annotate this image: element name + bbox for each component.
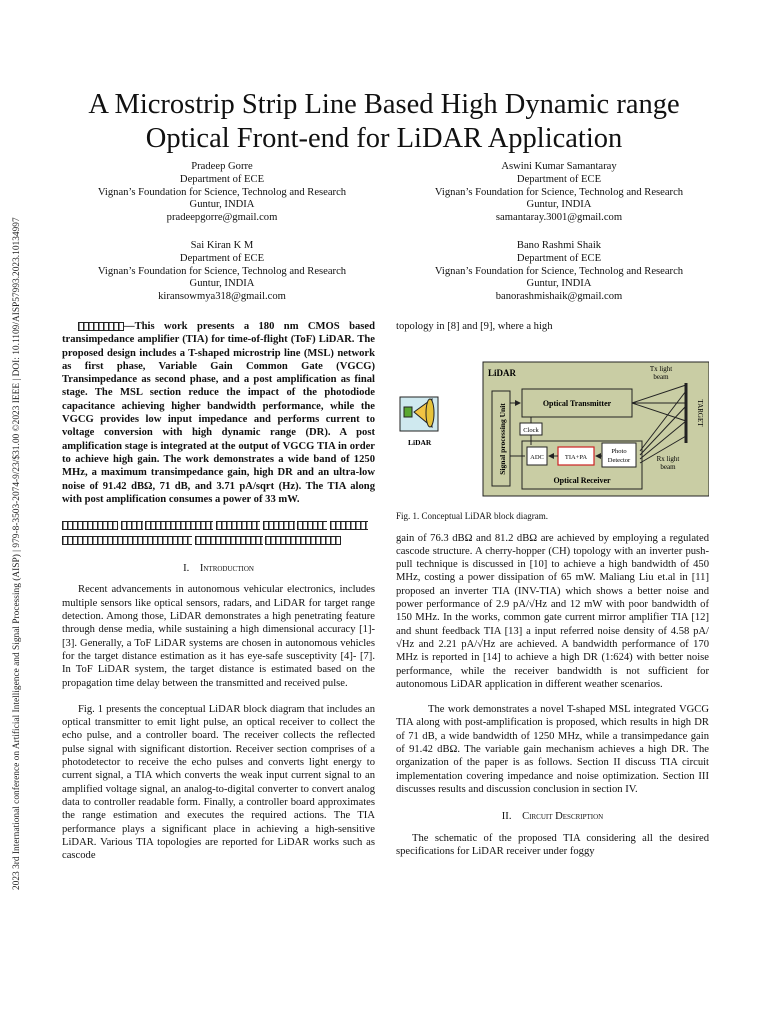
circuit-paragraph-1: The schematic of the proposed TIA considering all the desired specifications for LiDAR receiver under foggy <box>396 832 709 857</box>
intro-paragraph-2: Fig. 1 presents the conceptual LiDAR block diagram that includes an optical transmitter to emit light pulse, an optical receiver to collect the echo pulse, and a controller board. The receiver collects the reflected pulse signal with significant distortion. Receiver section comprises of a photodetector to receive the echo pulses and converts light energy to current signal, a TIA which converts the weak input current signal to an amplified voltage signal, an analog-to-digital converter to convert analog data to controller readable form. Finally, a controller board approximates the range estimation and executes the required actions. The TIA performance plays a significant place in achieving a high-sensitive LiDAR. Various TIA topologies are reported for LiDAR works such as cascode <box>62 703 375 862</box>
author-inst: Vignan’s Foundation for Science, Technolog and Research <box>97 186 347 198</box>
author-block-3 <box>52 240 392 304</box>
author-email[interactable]: banorashmishaik@gmail.com <box>495 291 623 303</box>
lidar-block-diagram <box>396 341 709 506</box>
redacted-abstract-label <box>78 322 124 331</box>
section-heading-2: II. Circuit Description <box>501 811 604 823</box>
abstract-text: —This work presents a 180 nm CMOS based transimpedance amplifier (TIA) for time-of-flight (ToF) LiDAR. The proposed design includes a T-shaped microstrip line (MSL) network as first phase, Variable Gain Common Gate (VGCG) Transimpedance as second phase, and a post amplification as final stage. The MSL section reduce the impact of the photodiode capacitance achieving higher bandwidth performance, while the VGCG provides low input impedance and performs current to voltage conversion with high dynamic range (DR). A post amplification stage is integrated at the output of VGCG TIA in order to achieve high gain. The work demonstrates a wide band of 1250 MHz, a maximum transimpedance gain, high DR and an ultra-low noise of 91.42 dBΩ, 71 dB, and 3.71 pA/sqrt (Hz). The TIA along with post amplification consumes a power of 33 mW. <box>62 321 375 505</box>
author-block-1 <box>52 161 392 225</box>
doi-sidebar-text: 2023 3rd International conference on Artificial Intelligence and Signal Processing (AISP) | 979-8-3503-2074-9/23/$31.00 ©2023 IEEE | DOI: 10.1109/AISP57993.2023.10134997 <box>12 217 22 890</box>
intro-paragraph-1: Recent advancements in autonomous vehicular electronics, includes multiple sensors like optical sensors, radars, and LiDAR for target range detection. Among those, LiDAR demonstrates a high penetrating feature through dense media, while sustaining a high dimensional accuracy [1]-[3]. Generally, a ToF LiDAR systems are chosen in autonomous vehicles for the target distance estimation as it has eye-safe susceptivity [4]- [7]. In ToF LiDAR system, the target distance is estimated based on the propagation time delay between the transmitted and received pulse. <box>62 584 375 689</box>
author-dept: Department of ECE <box>179 252 265 264</box>
figure-1 <box>396 341 709 506</box>
keywords-redacted <box>62 518 375 548</box>
author-dept: Department of ECE <box>179 173 265 185</box>
title-line-1: A Microstrip Strip Line Based High Dynamic range <box>88 89 680 120</box>
author-block-2 <box>389 161 729 225</box>
author-city: Guntur, INDIA <box>189 199 255 211</box>
paper-title <box>40 88 728 156</box>
author-city: Guntur, INDIA <box>189 278 255 290</box>
transmitter-label: Optical Transmitter <box>542 399 612 409</box>
figure-1-caption: Fig. 1. Conceptual LiDAR block diagram. <box>396 511 548 522</box>
target-label: TARGET <box>696 399 704 427</box>
author-name: Aswini Kumar Samantaray <box>501 161 617 172</box>
right-column <box>396 320 709 858</box>
rx-label-2: beam <box>660 463 676 472</box>
rx-label-1: Rx light <box>656 455 680 464</box>
author-name: Pradeep Gorre <box>191 161 253 172</box>
author-email[interactable]: samantaray.3001@gmail.com <box>495 212 623 224</box>
tx-label-2: beam <box>653 373 669 382</box>
author-name: Sai Kiran K M <box>190 240 254 251</box>
photodetector-label-2: Detector <box>607 457 631 465</box>
left-column <box>62 320 375 862</box>
author-dept: Department of ECE <box>516 252 602 264</box>
receiver-label: Optical Receiver <box>553 476 611 486</box>
photodetector-label-1: Photo <box>611 448 627 456</box>
lidar-sensor-icon <box>400 397 438 431</box>
abstract <box>62 320 375 506</box>
right-top-text: topology in [8] and [9], where a high <box>396 321 553 332</box>
author-email[interactable]: kiransowmya318@gmail.com <box>158 291 286 303</box>
author-city: Guntur, INDIA <box>526 199 592 211</box>
author-city: Guntur, INDIA <box>526 278 592 290</box>
tia-label: TIA+PA <box>564 454 588 462</box>
tx-label-1: Tx light <box>649 365 673 374</box>
right-paragraph-1: gain of 76.3 dBΩ and 81.2 dBΩ are achieved by employing a regulated cascode structure. A cherry-hopper (CH) topology with an inverter push-pull technique is discussed in [10] to achieve a high bandwidth of 450 MHz, costing a power dissipation of 65 mW. Maliang Liu et.al in [11] proposed an inverter TIA (INV-TIA) which shows a better noise and power performance of 2.9 pA/√Hz and 12 mW with poor bandwidth of 150 MHz. In the works, common gate current mirror amplifier TIA [12] and shunt feedback TIA [13] a input referred noise density of 4.58 pA/√Hz and 2.21 pA/√Hz are achieved. A bandwidth performance of 170 MHz is reported in [14] to achieve a high DR (1:624) with better noise performance, while the receiver bandwidth is not sufficient for autonomous LiDAR application in different weather scenarios. <box>396 532 709 690</box>
right-paragraph-2: The work demonstrates a novel T-shaped MSL integrated VGCG TIA along with post-amplification is proposed, which results in high DR of 71 dB, a wide bandwidth of 1250 MHz, while a transimpedance gain of 91.42 dBΩ. The variable gain mechanism achieves a high DR. The organization of the paper is as follows. Section II discuss TIA circuit implementation covering impedance and noise optimization. Section III discusses results and discussion conclusion in section IV. <box>396 704 709 795</box>
author-name: Bano Rashmi Shaik <box>516 240 602 251</box>
author-inst: Vignan’s Foundation for Science, Technolog and Research <box>434 186 684 198</box>
adc-label: ADC <box>530 454 544 462</box>
author-block-4 <box>389 240 729 304</box>
clock-label: Clock <box>523 427 539 435</box>
lidar-small-label: LiDAR <box>408 438 432 448</box>
author-inst: Vignan’s Foundation for Science, Technolog and Research <box>97 265 347 277</box>
author-inst: Vignan’s Foundation for Science, Technolog and Research <box>434 265 684 277</box>
author-email[interactable]: pradeepgorre@gmail.com <box>166 212 278 224</box>
section-heading-1: I. Introduction <box>183 563 254 575</box>
signal-unit-label: Signal processing Unit <box>498 403 507 476</box>
lidar-label: LiDAR <box>488 368 517 379</box>
doi-sidebar <box>8 160 24 890</box>
author-dept: Department of ECE <box>516 173 602 185</box>
title-line-2: Optical Front-end for LiDAR Application <box>145 123 623 154</box>
